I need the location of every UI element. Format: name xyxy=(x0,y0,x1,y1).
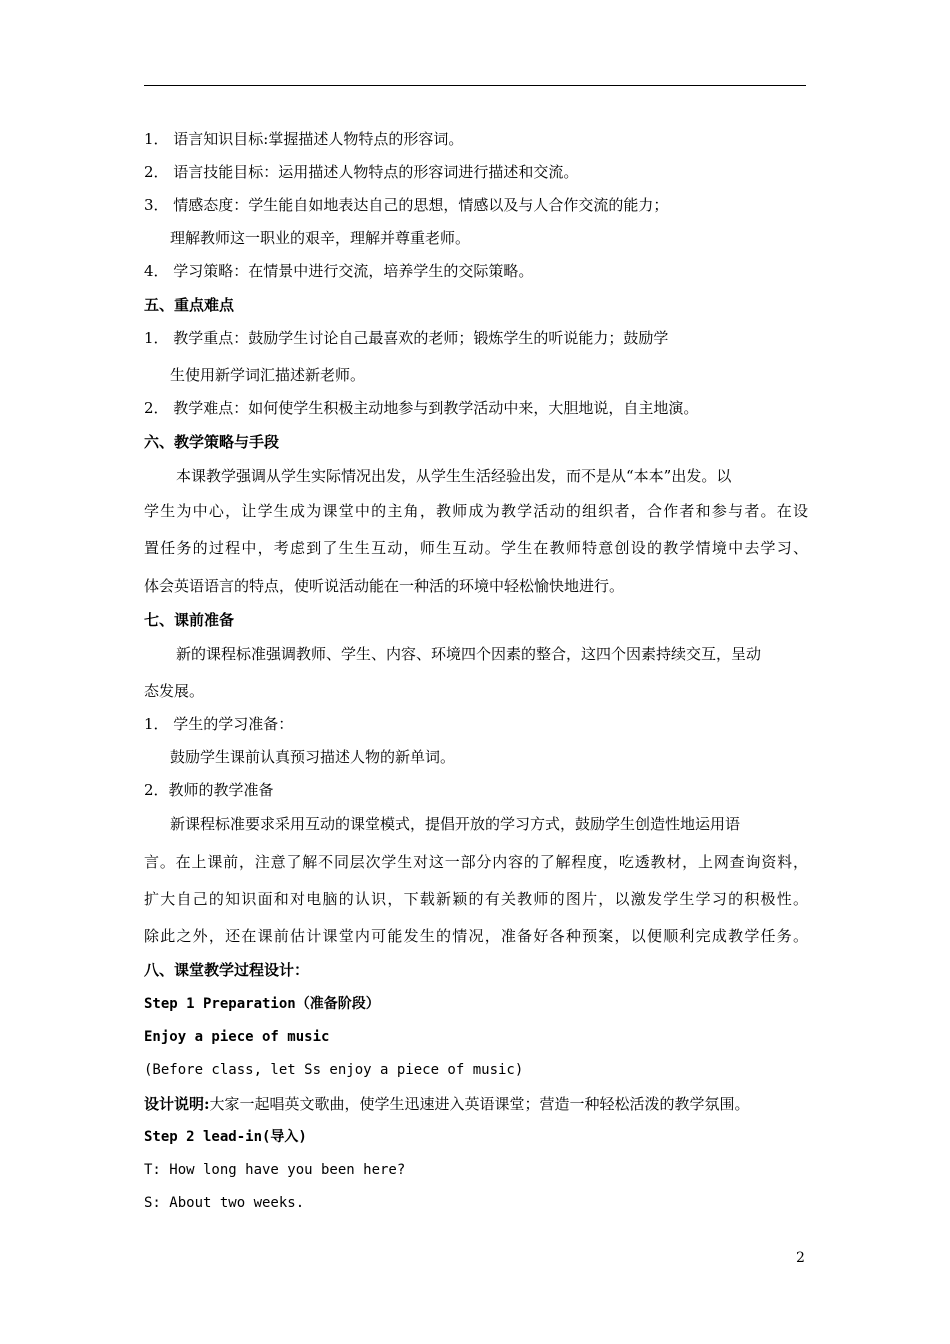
section-heading-key-points: 五、重点难点 xyxy=(144,296,235,314)
header-rule xyxy=(144,85,806,86)
teacher-para-line-4: 除此之外，还在课前估计课堂内可能发生的情况，准备好各种预案，以便顺利完成教学任务。 xyxy=(144,927,808,945)
objective-strategy: 4． 学习策略：在情景中进行交流，培养学生的交际策略。 xyxy=(144,262,534,280)
design-note-text: 大家一起唱英文歌曲，使学生迅速进入英语课堂；营造一种轻松活泼的教学氛围。 xyxy=(209,1095,750,1113)
strategy-para-line-1: 本课教学强调从学生实际情况出发，从学生生活经验出发，而不是从“本本”出发。以 xyxy=(176,467,732,485)
section-heading-preparation: 七、课前准备 xyxy=(144,611,235,629)
objective-knowledge: 1． 语言知识目标:掌握描述人物特点的形容词。 xyxy=(144,130,464,148)
design-note xyxy=(144,1094,750,1114)
step-1-heading: Step 1 Preparation（准备阶段） xyxy=(144,996,380,1012)
objective-skill: 2． 语言技能目标：运用描述人物特点的形容词进行描述和交流。 xyxy=(144,163,579,181)
student-preparation: 1． 学生的学习准备： xyxy=(144,715,294,733)
step-1-note: (Before class, let Ss enjoy a piece of music) xyxy=(144,1062,524,1078)
objective-attitude: 3． 情感态度：学生能自如地表达自己的思想，情感以及与人合作交流的能力； xyxy=(144,196,669,214)
preparation-para-line-1: 新的课程标准强调教师、学生、内容、环境四个因素的整合，这四个因素持续交互，呈动 xyxy=(176,645,762,663)
teacher-para-line-2: 言。在上课前，注意了解不同层次学生对这一部分内容的了解程度，吃透教材，上网查询资料， xyxy=(144,853,808,871)
section-heading-strategy: 六、教学策略与手段 xyxy=(144,433,280,451)
key-point-1: 1． 教学重点：鼓励学生讨论自己最喜欢的老师；锻炼学生的听说能力；鼓励学 xyxy=(144,329,669,347)
section-heading-process: 八、课堂教学过程设计： xyxy=(144,961,310,979)
page-number: 2 xyxy=(796,1250,805,1266)
preparation-para-line-2: 态发展。 xyxy=(144,682,205,700)
key-point-2: 2． 教学难点：如何使学生积极主动地参与到教学活动中来，大胆地说，自主地演。 xyxy=(144,399,699,417)
strategy-para-line-2: 学生为中心，让学生成为课堂中的主角，教师成为教学活动的组织者，合作者和参与者。在设 xyxy=(144,502,808,520)
teacher-preparation: 2．教师的教学准备 xyxy=(144,781,274,799)
dialogue-student: S: About two weeks. xyxy=(144,1195,305,1211)
step-2-heading: Step 2 lead-in(导入) xyxy=(144,1129,307,1145)
strategy-para-line-3: 置任务的过程中，考虑到了生生互动，师生互动。学生在教师特意创设的教学情境中去学习、 xyxy=(144,539,808,557)
teacher-para-line-3: 扩大自己的知识面和对电脑的认识，下载新颖的有关教师的图片，以激发学生学习的积极性。 xyxy=(144,890,808,908)
design-note-label: 设计说明: xyxy=(144,1095,210,1113)
step-1-activity: Enjoy a piece of music xyxy=(144,1029,330,1045)
key-point-1-cont: 生使用新学词汇描述新老师。 xyxy=(170,366,366,384)
teacher-para-line-1: 新课程标准要求采用互动的课堂模式，提倡开放的学习方式，鼓励学生创造性地运用语 xyxy=(170,815,741,833)
strategy-para-line-4: 体会英语语言的特点，使听说活动能在一种活的环境中轻松愉快地进行。 xyxy=(144,577,625,595)
objective-attitude-cont: 理解教师这一职业的艰辛，理解并尊重老师。 xyxy=(170,229,471,247)
dialogue-teacher: T: How long have you been here? xyxy=(144,1162,406,1178)
student-preparation-detail: 鼓励学生课前认真预习描述人物的新单词。 xyxy=(170,748,456,766)
